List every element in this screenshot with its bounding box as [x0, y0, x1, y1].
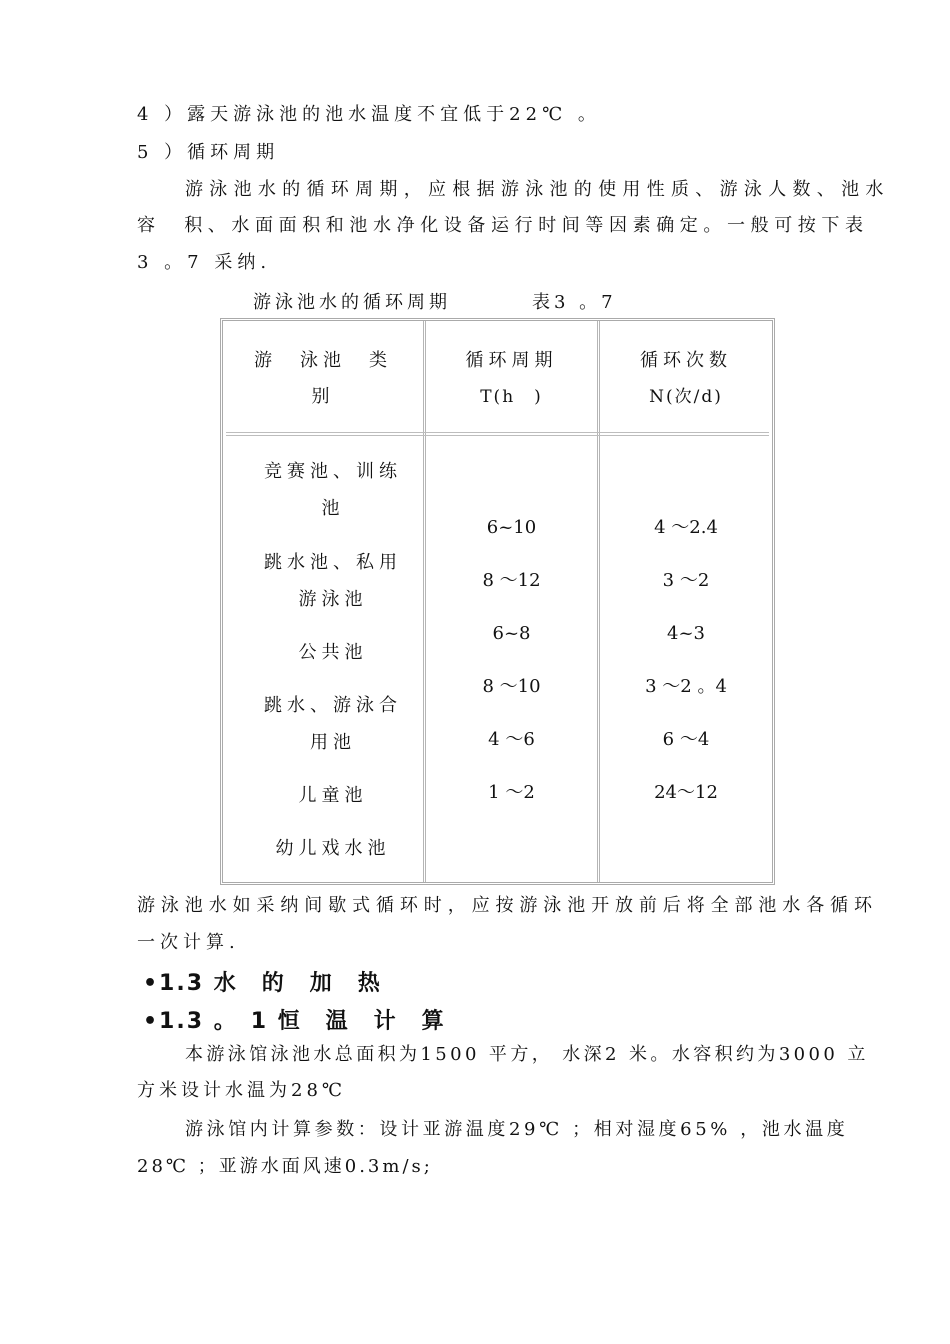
category-toddler: 幼儿戏水池: [275, 838, 391, 859]
header-period-line2: T(h ): [480, 387, 543, 407]
cycle-period-table: [220, 318, 775, 885]
item-4-outdoor-temp: 4 ）露天游泳池的池水温度不宜低于22℃ 。: [137, 104, 601, 125]
count-row-3: 4~3: [667, 623, 705, 644]
header-pool-type-line1: 游 泳池 类: [254, 350, 392, 371]
para3-line2: 方米设计水温为28℃: [137, 1080, 347, 1101]
para1-line3: 3 。7 采纳.: [137, 252, 272, 273]
header-divider: [226, 432, 769, 436]
para2-line2: 一次计算.: [137, 932, 240, 953]
para1-line1: 游泳池水的循环周期，应根据游泳池的使用性质、游泳人数、池水: [185, 179, 890, 200]
header-count-line1: 循环次数: [640, 350, 732, 371]
table-title: 游泳池水的循环周期: [253, 292, 451, 313]
category-diving-private-line1: 跳水池、私用: [264, 552, 402, 573]
count-row-5: 6 ～4: [662, 729, 710, 750]
header-pool-type-line2: 别: [311, 386, 335, 407]
section-heading-constant-temp: •1.3 。 1 恒 温 计 算: [143, 1009, 446, 1034]
header-period-line1: 循环周期: [465, 350, 558, 371]
period-row-4: 8 ～10: [482, 676, 541, 697]
period-row-3: 6~8: [492, 623, 531, 644]
header-count-line2: N(次/d): [649, 387, 723, 407]
period-row-2: 8 ～12: [482, 570, 541, 591]
count-row-2: 3 ～2: [662, 570, 710, 591]
category-diving-private-line2: 游泳池: [298, 589, 368, 610]
count-row-4: 3 ～2 。4: [645, 676, 727, 697]
category-diving-swimming-line2: 用池: [310, 732, 356, 753]
period-row-1: 6~10: [486, 517, 537, 538]
table-number: 表3 。7: [532, 292, 617, 313]
header-count: [600, 349, 772, 409]
category-competition-line2: 池: [321, 498, 345, 519]
para2-line1: 游泳池水如采纳间歇式循环时，应按游泳池开放前后将全部池水各循环: [137, 895, 878, 916]
category-diving-private: [243, 551, 423, 612]
period-row-6: 1 ～2: [488, 782, 535, 803]
para3-line1: 本游泳馆泳池水总面积为1500 平方， 水深2 米。水容积约为3000 立: [185, 1044, 869, 1065]
category-competition-line1: 竞赛池、训练: [264, 461, 402, 482]
header-pool-type: [223, 349, 423, 409]
para4-line1: 游泳馆内计算参数：设计亚游温度29℃ ；相对湿度65% ，池水温度: [185, 1119, 849, 1140]
item-5-cycle-period: 5 ）循环周期: [137, 142, 280, 163]
period-row-5: 4 ～6: [488, 729, 535, 750]
category-competition: [243, 460, 423, 521]
section-heading-water-heating: •1.3 水 的 加 热: [143, 971, 382, 996]
category-diving-swimming: [243, 694, 423, 755]
category-children: 儿童池: [298, 785, 368, 806]
header-period: [426, 349, 597, 409]
count-row-1: 4 ～2.4: [654, 517, 718, 538]
para1-line2: 容 积、水面面积和池水净化设备运行时间等因素确定。一般可按下表: [137, 215, 869, 236]
para4-line2: 28℃ ；亚游水面风速0.3m/s;: [137, 1156, 433, 1177]
category-diving-swimming-line1: 跳水、游泳合: [264, 695, 402, 716]
category-public: 公共池: [298, 642, 368, 663]
count-row-6: 24～12: [654, 782, 718, 803]
